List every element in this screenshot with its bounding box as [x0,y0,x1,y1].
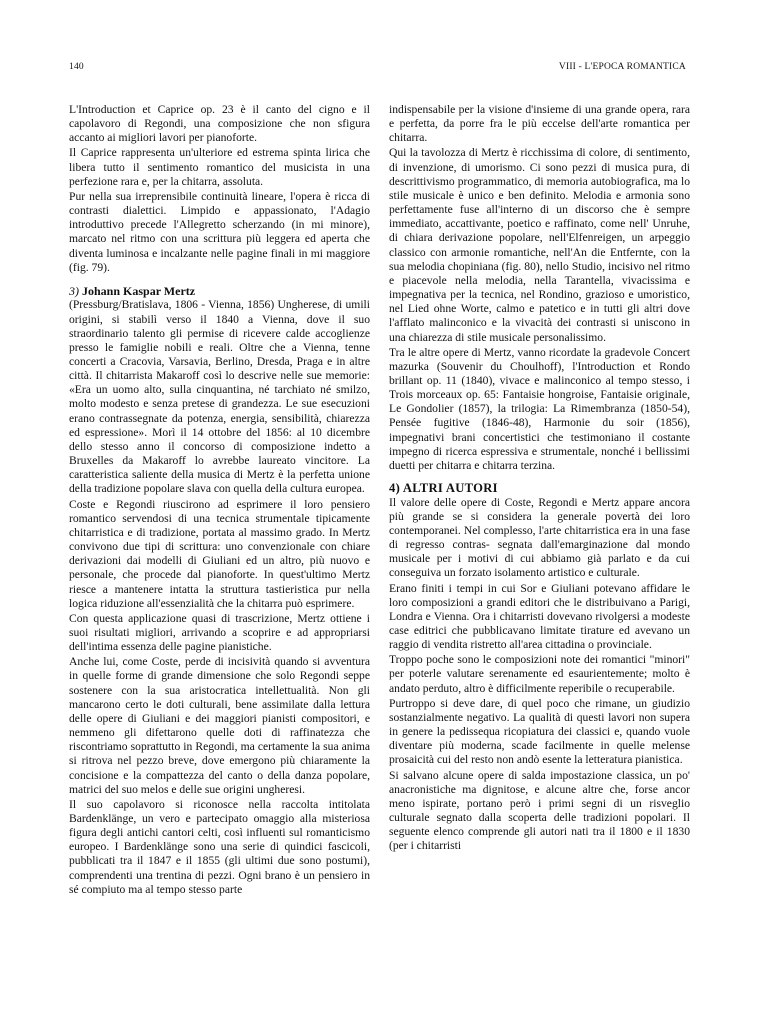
section-number: 4) [389,481,401,496]
paragraph-opera-continuation: indispensabile per la visione d'insieme di una grande opera, rara e perfetta, da porre fra le più eccelse dell'arte romantica per chitarra. [389,103,690,145]
paragraph-tavolozza: Qui la tavolozza di Mertz è ricchissima di colore, di sentimento, di invenzione, di umorismo. Ci sono pezzi di musica pura, di descrittivismo programmatico, di memoria autobiografica, ma lo stile musicale è unico e ben definito. Melodia e armonia sono perfettamente fuse all'interno di un discorso che è sempre immediato, accattivante, poetico e raffinato, come nell' Unruhe, di chiara derivazione popolare, nell'Elfenreigen, un arpeggio classico con armonie romantiche, nell'An die Entfernte, con la sua melodia chopiniana (fig. 80), nello Studio, incisivo nel ritmo e piacevole nella melodia, nella Tarantella, vivacissima e impegnativa per la tecnica, nel Rondino, grazioso e umoristico, nel Lied ohne Worte, calmo e patetico e in tutti gli altri dove l'afflato malinconico e la vivacità dei contrasti si uniscono in una chiarezza di stile musicale personalissimo. [389,146,690,344]
paragraph-altre-opere: Tra le altre opere di Mertz, vanno ricordate la gradevole Concert mazurka (Souvenir du Choulhoff), l'Introduction et Rondo brillant op. 11 (1840), vivace e malinconico al tempo stesso, i Trois morceaux op. 65: Fantaisie hongroise, Fantaisie originale, Le Gondolier (1857), la trilogia: La Rimembranza (1850-54), Pensée fugitive (1846-48), Harmonie du soir (1856), impegnativi brani concertistici che testimoniano il costante impegno di ricerca espressiva e strumentale, nonché i bellissimi duetti per chitarra e chitarra terzina. [389,345,690,472]
paragraph-mertz-trascrizione: Con questa applicazione quasi di trascrizione, Mertz ottiene i suoi risultati migliori, arrivando a scoprire e ad appropriarsi dell'intima essenza delle pagine pianistiche. [69,611,370,654]
section-heading-altri-autori [389,481,690,496]
section-title: ALTRI AUTORI [402,481,498,496]
page-number: 140 [69,62,84,72]
section-title: Johann Kaspar Mertz [82,283,196,298]
paragraph-bardenklange: Il suo capolavoro si riconosce nella raccolta intitolata Bardenklänge, un vero e partecipato omaggio alla misteriosa figura degli antichi cantori celti, così influenti sul romanticismo europeo. I Bardenklänge sono una serie di quindici fascicoli, pubblicati tra il 1847 e il 1855 (gli ultimi due sono postumi), comprendenti una trentina di pezzi. Ogni brano è un pensiero in sé compiuto ma al tempo stesso parte [69,797,370,896]
paragraph-caprice-lirica: Il Caprice rappresenta un'ulteriore ed estrema spinta lirica che libera tutto il sentimento romantico del musicista in una perfezione rara e, per la chitarra, assoluta. [69,146,370,188]
paragraph-romantici-minori: Troppo poche sono le composizioni note dei romantici "minori" per poterle valutare serenamente ed esaurientemente; molto è andato perduto, altro è difficilmente reperibile o recuperabile. [389,653,690,695]
running-title: VIII - L'EPOCA ROMANTICA [558,62,686,72]
paragraph-mertz-pezzo-breve: Anche lui, come Coste, perde di incisività quando si avventura in quelle forme di grande dimensione che solo Regondi seppe sostenere con la sua aristocratica intellettualità. Non gli mancarono certo le doti culturali, bene assimilate dalla lettura delle opere di Giuliani e dei maggiori pianisti compositori, e nemmeno gli difettarono quelle doti di raffinatezza che riscontriamo soprattutto in Regondi, ma certamente la sua anima si ritrova nel pezzo breve, dove emergono più chiaramente la concisione e la compattezza del canto o della danza popolare, matrici del suo melos e delle sue origini ungheresi. [69,655,370,796]
paragraph-contrasti: Pur nella sua irreprensibile continuità lineare, l'opera è ricca di contrasti dialettici. Limpido e appassionato, l'Adagio introduttivo precede l'Allegretto scherzando (in mi minore), marcato nel ritmo con una scrittura più leggera ed aperta che diventa luminosa e incalzante nelle pagine finali in mi maggiore (fig. 79). [69,189,370,274]
section-heading-mertz [69,284,370,299]
running-header [69,62,686,76]
section-number: 3) [69,283,79,298]
paragraph-introduction-caprice: L'Introduction et Caprice op. 23 è il canto del cigno e il capolavoro di Regondi, una composizione che non sfigura accanto ai migliori lavori per pianoforte. [69,103,370,145]
left-column [69,103,370,897]
paragraph-giudizio: Purtroppo si deve dare, di quel poco che rimane, un giudizio sostanzialmente negativo. La qualità di questi lavori non supera in genere la pedissequa ricopiatura dei classici e, quando vuole diventare più moderna, scade facilmente in quelle melense prosaicità cui del resto non andò esente la letteratura pianistica. [389,696,690,767]
paragraph-mertz-scrittura: Coste e Regondi riuscirono ad esprimere il loro pensiero romantico servendosi di una tecnica strumentale tipicamente chitarristica e di tradizione, portata al massimo grado. In Mertz convivono due tipi di scrittura: uno convenzionale con chiare derivazioni dai modelli di Giuliani ed un altro, più nuovo e personale, che procede dal pianoforte. In quest'ultimo Mertz riesce a mantenere intatta la struttura tastieristica pur nella logica riduzione all'essenzialità che la chitarra può esprimere. [69,497,370,610]
paragraph-editori: Erano finiti i tempi in cui Sor e Giuliani potevano affidare le loro composizioni a grandi editori che le distribuivano a Parigi, Londra e Vienna. Ora i chitarristi dovevano rivolgersi a modeste case editrici che pubblicavano limitate tirature ed avevano un raggio di vendita ristretto all'area cittadina o provinciale. [389,581,690,652]
right-column [389,103,690,853]
paragraph-elenco-autori: Si salvano alcune opere di salda impostazione classica, un po' anacronistiche ma dignitose, e alcune altre che, forse ancor meno ispirate, portano però i primi segni di un risveglio culturale segnato dalla scoperta delle tradizioni popolari. Il seguente elenco comprende gli autori nati tra il 1800 e il 1830 (per i chitarristi [389,768,690,853]
paragraph-valore-opere: Il valore delle opere di Coste, Regondi e Mertz appare ancora più grande se si considera la generale povertà dei loro contemporanei. Nel complesso, l'arte chitarristica era in una fase di regresso contras- segnata dall'emarginazione dal mondo musicale per i motivi di cui abbiamo già parlato e da cui conseguiva un forzato isolamento artistico e culturale. [389,495,690,580]
paragraph-mertz-biografia: (Pressburg/Bratislava, 1806 - Vienna, 1856) Ungherese, di umili origini, si stabilì verso il 1840 a Vienna, dove il suo straordinario talento gli permise di ricevere calde accoglienze presso le famiglie nobili e reali. Oltre che a Vienna, tenne concerti a Cracovia, Varsavia, Berlino, Dresda, Praga e in altre città. Il chitarrista Makaroff così lo descrive nelle sue memorie: «Era un uomo alto, sulla cinquantina, né tarchiato né smilzo, molto modesto e senza pretese di grandezza. Le sue esecuzioni erano contrassegnate da potenza, energia, sensibilità, chiarezza ed espressione». Morì il 14 ottobre del 1856: al 10 dicembre dello stesso anno il concorso di composizione indetto a Bruxelles da Makaroff lo avrebbe laureato vincitore. La caratteristica saliente della musica di Mertz è la perfetta unione della tradizione popolare slava con quella della cultura europea. [69,298,370,496]
